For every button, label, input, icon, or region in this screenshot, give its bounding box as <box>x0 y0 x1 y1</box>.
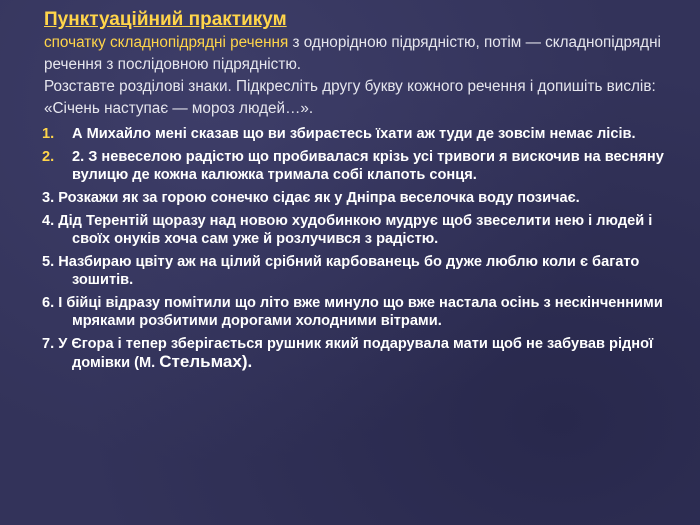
item-number: 2. <box>42 149 55 165</box>
item-text: Дід Терентій щоразу над новою худобинкою мудрує щоб звеселити нею і людей і своїх онуків хоча сам уже й розлучився з радістю. <box>54 213 653 247</box>
list-item <box>42 189 672 207</box>
list-item <box>42 125 672 143</box>
item-text: У Єгора і тепер зберігається рушник який подарувала мати щоб не забував рідної домівки (М. <box>54 336 654 371</box>
item-number: 5. <box>42 254 55 270</box>
intro-accent: спочатку складнопідрядні речення <box>44 34 289 51</box>
list-item <box>42 335 672 372</box>
author-name: Стельмах). <box>159 352 253 371</box>
sentence-list <box>42 125 672 377</box>
item-number: 3. <box>42 190 55 206</box>
item-number: 1. <box>42 126 55 142</box>
intro-text <box>44 32 694 120</box>
list-item <box>42 212 672 248</box>
intro-rest: з однорідною підрядністю, потім — складнопідрядні речення з послідовною підрядністю. <box>44 34 661 73</box>
header <box>44 8 694 120</box>
list-item <box>42 294 672 330</box>
list-item <box>42 148 672 184</box>
item-text: 2. З невеселою радістю що пробивалася крізь усі тривоги я вискочив на весняну вулицю де кожна калюжка тримала собі клапоть сонця. <box>72 149 664 183</box>
item-number: 4. <box>42 213 55 229</box>
item-number: 7. <box>42 336 55 352</box>
item-text: А Михайло мені сказав що ви збираєтесь їхати аж туди де зовсім немає лісів. <box>72 126 636 142</box>
item-text: Назбираю цвіту аж на цілий срібний карбованець бо дуже люблю коли є багато зошитів. <box>54 254 640 288</box>
intro-task: Розставте розділові знаки. Підкресліть другу букву кожного речення і допишіть вислів: «Січень наступає — мороз людей…». <box>44 78 656 117</box>
page-title: Пунктуаційний практикум <box>44 9 287 30</box>
item-text: Розкажи як за горою сонечко сідає як у Дніпра веселочка воду позичає. <box>54 190 580 206</box>
item-number: 6. <box>42 295 55 311</box>
item-text: І бійці відразу помітили що літо вже минуло що вже настала осінь з нескінченними мряками розбитими дорогами холодними вітрами. <box>54 295 663 329</box>
list-item <box>42 253 672 289</box>
